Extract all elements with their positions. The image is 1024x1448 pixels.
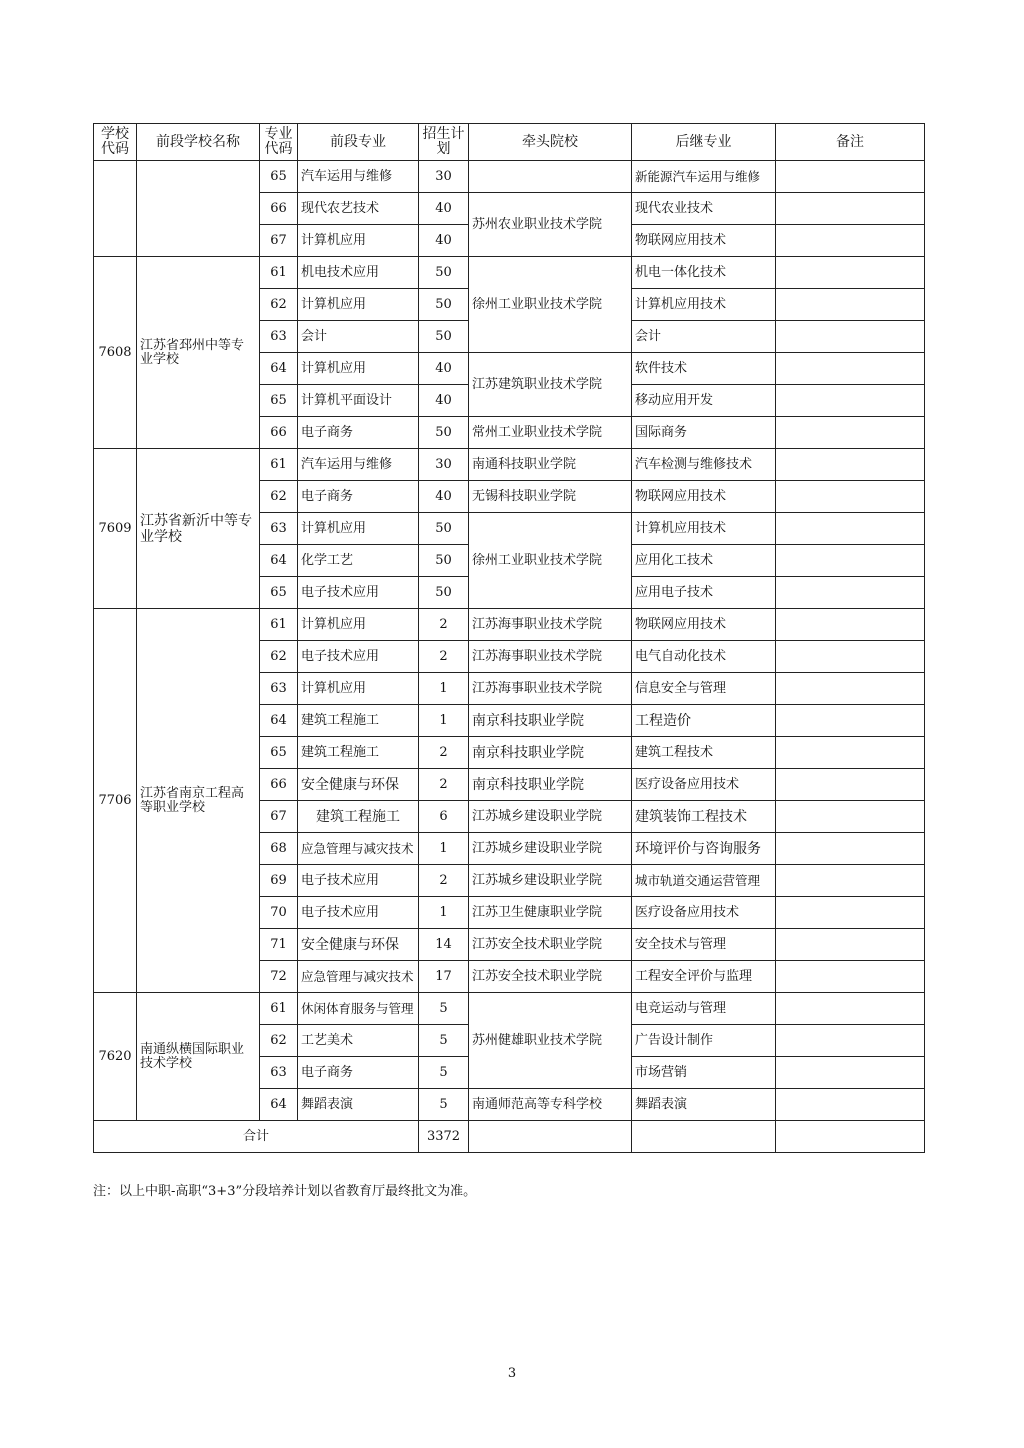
enrollment-plan-table [93,123,925,1153]
follow-major-cell: 电气自动化技术 [632,641,776,673]
major-code-cell: 70 [260,897,298,929]
follow-major-cell: 国际商务 [632,417,776,449]
major-cell: 电子技术应用 [298,897,419,929]
remark-cell [776,289,925,321]
remark-cell [776,609,925,641]
total-empty-cell [632,1121,776,1153]
major-cell: 工艺美术 [298,1025,419,1057]
plan-cell: 40 [419,353,469,385]
major-cell: 建筑工程施工 [298,737,419,769]
remark-cell [776,833,925,865]
remark-cell [776,449,925,481]
header-row [94,124,925,161]
plan-cell: 50 [419,545,469,577]
remark-cell [776,641,925,673]
header-school-name: 前段学校名称 [137,124,260,161]
major-code-cell: 65 [260,577,298,609]
lead-college-cell: 江苏城乡建设职业学院 [469,801,632,833]
major-code-cell: 71 [260,929,298,961]
major-code-cell: 68 [260,833,298,865]
remark-cell [776,929,925,961]
lead-college-cell: 无锡科技职业学院 [469,481,632,513]
plan-cell: 50 [419,417,469,449]
header-major: 前段专业 [298,124,419,161]
plan-cell: 40 [419,385,469,417]
major-code-cell: 67 [260,801,298,833]
header-remark: 备注 [776,124,925,161]
remark-cell [776,545,925,577]
major-cell: 现代农艺技术 [298,193,419,225]
plan-cell: 1 [419,897,469,929]
follow-major-cell: 医疗设备应用技术 [632,897,776,929]
lead-college-cell: 江苏建筑职业技术学院 [469,353,632,417]
follow-major-cell: 移动应用开发 [632,385,776,417]
remark-cell [776,769,925,801]
follow-major-cell: 物联网应用技术 [632,481,776,513]
major-cell: 化学工艺 [298,545,419,577]
major-cell: 休闲体育服务与管理 [298,993,419,1025]
remark-cell [776,161,925,193]
remark-cell [776,801,925,833]
lead-college-cell: 南通科技职业学院 [469,449,632,481]
follow-major-cell: 舞蹈表演 [632,1089,776,1121]
header-lead-college: 牵头院校 [469,124,632,161]
lead-college-cell: 江苏海事职业技术学院 [469,641,632,673]
follow-major-cell: 建筑装饰工程技术 [632,801,776,833]
header-school-code: 学校代码 [94,124,137,161]
lead-college-cell: 常州工业职业技术学院 [469,417,632,449]
plan-cell: 14 [419,929,469,961]
follow-major-cell: 医疗设备应用技术 [632,769,776,801]
plan-cell: 1 [419,705,469,737]
school-name-cell: 江苏省南京工程高等职业学校 [137,609,260,993]
lead-college-cell: 江苏安全技术职业学院 [469,929,632,961]
major-cell: 计算机应用 [298,353,419,385]
lead-college-cell: 苏州健雄职业技术学院 [469,993,632,1089]
total-label: 合计 [94,1121,419,1153]
plan-cell: 2 [419,769,469,801]
follow-major-cell: 软件技术 [632,353,776,385]
major-code-cell: 61 [260,257,298,289]
major-cell: 安全健康与环保 [298,929,419,961]
plan-cell: 2 [419,641,469,673]
remark-cell [776,193,925,225]
plan-cell: 2 [419,865,469,897]
remark-cell [776,737,925,769]
major-cell: 电子技术应用 [298,865,419,897]
lead-college-cell: 南通师范高等专科学校 [469,1089,632,1121]
remark-cell [776,513,925,545]
follow-major-cell: 现代农业技术 [632,193,776,225]
lead-college-cell: 江苏城乡建设职业学院 [469,833,632,865]
school-code-cell [94,161,137,257]
lead-college-cell: 江苏海事职业技术学院 [469,673,632,705]
major-code-cell: 62 [260,641,298,673]
follow-major-cell: 工程安全评价与监理 [632,961,776,993]
major-cell: 计算机应用 [298,225,419,257]
major-code-cell: 66 [260,193,298,225]
remark-cell [776,1025,925,1057]
major-cell: 汽车运用与维修 [298,161,419,193]
plan-cell: 40 [419,481,469,513]
major-cell: 电子商务 [298,1057,419,1089]
major-cell: 计算机应用 [298,673,419,705]
major-cell: 计算机平面设计 [298,385,419,417]
remark-cell [776,1089,925,1121]
follow-major-cell: 电竞运动与管理 [632,993,776,1025]
remark-cell [776,225,925,257]
major-code-cell: 66 [260,769,298,801]
follow-major-cell: 机电一体化技术 [632,257,776,289]
follow-major-cell: 新能源汽车运用与维修 [632,161,776,193]
remark-cell [776,1057,925,1089]
table-row [94,449,925,481]
remark-cell [776,257,925,289]
school-code-cell: 7620 [94,993,137,1121]
major-code-cell: 61 [260,449,298,481]
major-code-cell: 64 [260,353,298,385]
page-number: 3 [507,1366,517,1381]
major-code-cell: 61 [260,609,298,641]
major-code-cell: 62 [260,289,298,321]
follow-major-cell: 汽车检测与维修技术 [632,449,776,481]
school-name-cell: 南通纵横国际职业技术学校 [137,993,260,1121]
remark-cell [776,993,925,1025]
follow-major-cell: 会计 [632,321,776,353]
table-row [94,257,925,289]
major-cell: 电子商务 [298,417,419,449]
major-cell: 计算机应用 [298,609,419,641]
school-name-cell: 江苏省邳州中等专业学校 [137,257,260,449]
plan-cell: 50 [419,513,469,545]
major-cell: 会计 [298,321,419,353]
lead-college-cell: 江苏卫生健康职业学院 [469,897,632,929]
school-name-cell: 江苏省新沂中等专业学校 [137,449,260,609]
remark-cell [776,577,925,609]
plan-cell: 5 [419,993,469,1025]
table-row [94,609,925,641]
footnote: 注：以上中职-高职“3+3”分段培养计划以省教育厅最终批文为准。 [93,1184,477,1199]
total-empty-cell [776,1121,925,1153]
follow-major-cell: 市场营销 [632,1057,776,1089]
header-follow-major: 后继专业 [632,124,776,161]
follow-major-cell: 应用化工技术 [632,545,776,577]
major-code-cell: 63 [260,1057,298,1089]
total-row [94,1121,925,1153]
remark-cell [776,321,925,353]
plan-cell: 6 [419,801,469,833]
plan-cell: 50 [419,321,469,353]
remark-cell [776,865,925,897]
major-code-cell: 63 [260,513,298,545]
major-code-cell: 61 [260,993,298,1025]
plan-cell: 30 [419,449,469,481]
plan-cell: 30 [419,161,469,193]
remark-cell [776,897,925,929]
plan-cell: 2 [419,609,469,641]
follow-major-cell: 信息安全与管理 [632,673,776,705]
lead-college-cell: 江苏海事职业技术学院 [469,609,632,641]
major-code-cell: 62 [260,1025,298,1057]
header-plan: 招生计划 [419,124,469,161]
major-cell: 计算机应用 [298,289,419,321]
school-code-cell: 7609 [94,449,137,609]
follow-major-cell: 计算机应用技术 [632,513,776,545]
lead-college-cell: 江苏城乡建设职业学院 [469,865,632,897]
plan-cell: 50 [419,257,469,289]
plan-cell: 1 [419,833,469,865]
follow-major-cell: 工程造价 [632,705,776,737]
major-cell: 电子商务 [298,481,419,513]
lead-college-cell: 徐州工业职业技术学院 [469,513,632,609]
major-code-cell: 65 [260,161,298,193]
follow-major-cell: 应用电子技术 [632,577,776,609]
major-cell: 电子技术应用 [298,641,419,673]
follow-major-cell: 计算机应用技术 [632,289,776,321]
major-cell: 电子技术应用 [298,577,419,609]
major-cell: 安全健康与环保 [298,769,419,801]
follow-major-cell: 物联网应用技术 [632,225,776,257]
remark-cell [776,961,925,993]
major-code-cell: 66 [260,417,298,449]
follow-major-cell: 物联网应用技术 [632,609,776,641]
lead-college-cell: 南京科技职业学院 [469,705,632,737]
plan-cell: 50 [419,577,469,609]
remark-cell [776,673,925,705]
follow-major-cell: 城市轨道交通运营管理 [632,865,776,897]
major-cell: 计算机应用 [298,513,419,545]
major-code-cell: 64 [260,1089,298,1121]
follow-major-cell: 安全技术与管理 [632,929,776,961]
total-plan: 3372 [419,1121,469,1153]
remark-cell [776,385,925,417]
major-cell: 应急管理与减灾技术 [298,833,419,865]
plan-cell: 40 [419,225,469,257]
major-cell: 舞蹈表演 [298,1089,419,1121]
remark-cell [776,481,925,513]
major-code-cell: 65 [260,737,298,769]
total-empty-cell [469,1121,632,1153]
major-cell: 应急管理与减灾技术 [298,961,419,993]
follow-major-cell: 环境评价与咨询服务 [632,833,776,865]
school-name-cell [137,161,260,257]
lead-college-cell: 南京科技职业学院 [469,769,632,801]
major-cell: 机电技术应用 [298,257,419,289]
remark-cell [776,353,925,385]
major-code-cell: 62 [260,481,298,513]
follow-major-cell: 建筑工程技术 [632,737,776,769]
major-code-cell: 63 [260,673,298,705]
major-cell: 建筑工程施工 [298,705,419,737]
follow-major-cell: 广告设计制作 [632,1025,776,1057]
plan-cell: 5 [419,1025,469,1057]
plan-cell: 40 [419,193,469,225]
lead-college-cell: 南京科技职业学院 [469,737,632,769]
major-code-cell: 64 [260,545,298,577]
lead-college-cell: 徐州工业职业技术学院 [469,257,632,353]
enrollment-plan-table-container [93,123,924,1153]
major-code-cell: 65 [260,385,298,417]
plan-cell: 17 [419,961,469,993]
major-code-cell: 69 [260,865,298,897]
school-code-cell: 7706 [94,609,137,993]
major-cell: 建筑工程施工 [298,801,419,833]
lead-college-cell: 江苏安全技术职业学院 [469,961,632,993]
plan-cell: 2 [419,737,469,769]
remark-cell [776,417,925,449]
plan-cell: 50 [419,289,469,321]
major-code-cell: 67 [260,225,298,257]
major-code-cell: 64 [260,705,298,737]
lead-college-cell: 苏州农业职业技术学院 [469,193,632,257]
plan-cell: 1 [419,673,469,705]
table-row [94,993,925,1025]
school-code-cell: 7608 [94,257,137,449]
major-code-cell: 63 [260,321,298,353]
major-cell: 汽车运用与维修 [298,449,419,481]
remark-cell [776,705,925,737]
plan-cell: 5 [419,1057,469,1089]
plan-cell: 5 [419,1089,469,1121]
lead-college-cell [469,161,632,193]
table-row [94,161,925,193]
major-code-cell: 72 [260,961,298,993]
header-major-code: 专业代码 [260,124,298,161]
